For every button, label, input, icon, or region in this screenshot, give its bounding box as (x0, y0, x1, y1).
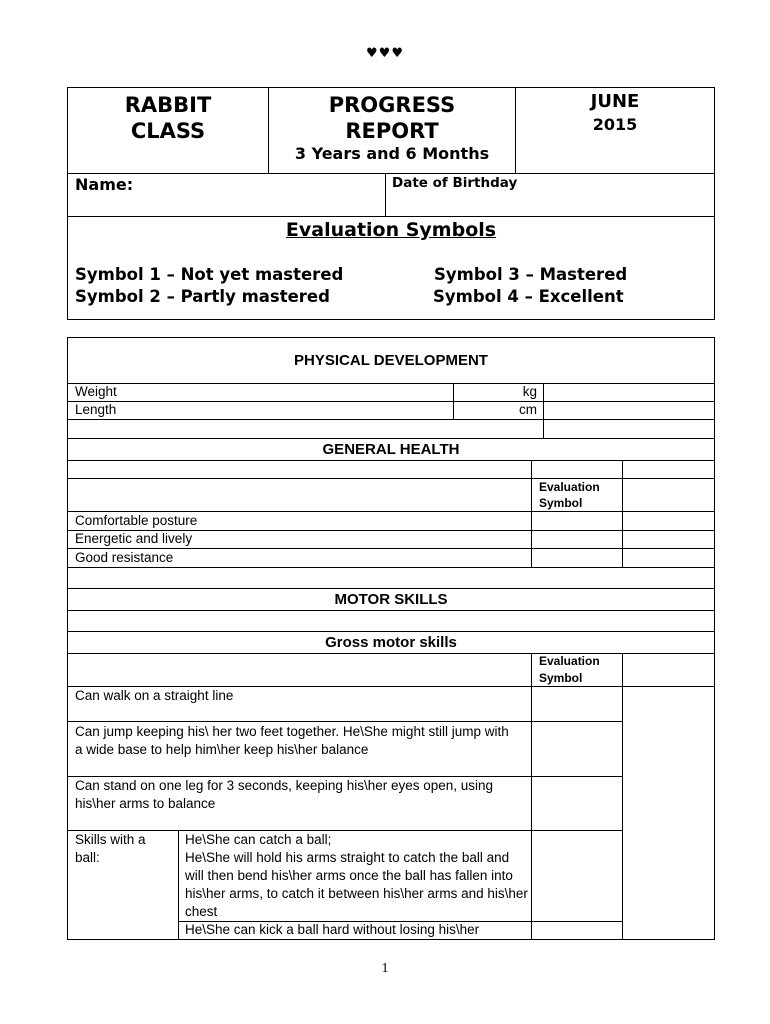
name-label: Name: (75, 175, 134, 194)
symbol-1: Symbol 1 – Not yet mastered (75, 265, 344, 284)
report-title-line2: REPORT (345, 119, 439, 143)
physical-title: PHYSICAL DEVELOPMENT (294, 352, 488, 369)
divider (622, 460, 623, 567)
class-title-line2: CLASS (130, 119, 206, 143)
divider (67, 610, 715, 611)
divider (453, 383, 454, 419)
skill-stand: Can stand on one leg for 3 seconds, keeping his\her eyes open, using his\her arms to balance (75, 778, 494, 811)
divider (531, 460, 532, 567)
length-unit: cm (519, 402, 537, 417)
gross-motor-title: Gross motor skills (325, 634, 457, 651)
divider (385, 173, 386, 216)
divider (622, 653, 623, 940)
report-title-line1: PROGRESS (328, 93, 456, 117)
divider (67, 653, 715, 654)
symbols-title: Evaluation Symbols (285, 219, 497, 241)
health-item-resistance: Good resistance (75, 550, 174, 565)
divider (67, 567, 715, 568)
length-label: Length (75, 402, 117, 417)
symbol-2: Symbol 2 – Partly mastered (75, 287, 330, 306)
divider (67, 438, 715, 439)
health-item-energetic: Energetic and lively (75, 531, 193, 546)
symbol-3: Symbol 3 – Mastered (434, 265, 628, 284)
class-title-line1: RABBIT (124, 93, 212, 117)
ball-catch: He\She can catch a ball; He\She will hold his arms straight to catch the ball and will then bend his\her arms once the ball has fallen into his\her arms, to catch it between his\her arms and his\her chest (185, 832, 528, 919)
divider (178, 830, 179, 940)
divider (67, 478, 715, 479)
health-eval-header-line2: Symbol (539, 496, 583, 510)
dob-label: Date of Birthday (392, 175, 518, 191)
divider (67, 419, 715, 420)
divider (67, 401, 715, 402)
page-number: 1 (381, 961, 389, 976)
health-eval-header-line1: Evaluation (539, 480, 600, 494)
divider (67, 631, 715, 632)
divider (67, 588, 715, 589)
motor-eval-header-line1: Evaluation (539, 654, 600, 668)
report-age: 3 Years and 6 Months (294, 144, 490, 163)
weight-label: Weight (75, 384, 117, 399)
ball-skills-label: Skills with a ball: (75, 832, 146, 865)
divider (67, 383, 715, 384)
divider (543, 383, 544, 438)
divider (67, 721, 622, 722)
report-year: 2015 (592, 115, 638, 134)
divider (67, 173, 715, 174)
motor-eval-header-line2: Symbol (539, 671, 583, 685)
weight-unit: kg (522, 384, 537, 399)
symbol-4: Symbol 4 – Excellent (433, 287, 624, 306)
ball-kick: He\She can kick a ball hard without losing his\her (185, 922, 480, 937)
divider (67, 216, 715, 217)
report-month: JUNE (590, 91, 640, 112)
health-title: GENERAL HEALTH (322, 441, 460, 458)
motor-title: MOTOR SKILLS (334, 591, 448, 608)
header-hearts: ♥♥♥ (366, 46, 404, 61)
health-item-posture: Comfortable posture (75, 513, 198, 528)
divider (531, 653, 532, 940)
divider (67, 460, 715, 461)
skill-jump: Can jump keeping his\ her two feet together. He\She might still jump with a wide base to help him\her keep his\her balance (75, 724, 509, 757)
skill-walk: Can walk on a straight line (75, 688, 234, 703)
